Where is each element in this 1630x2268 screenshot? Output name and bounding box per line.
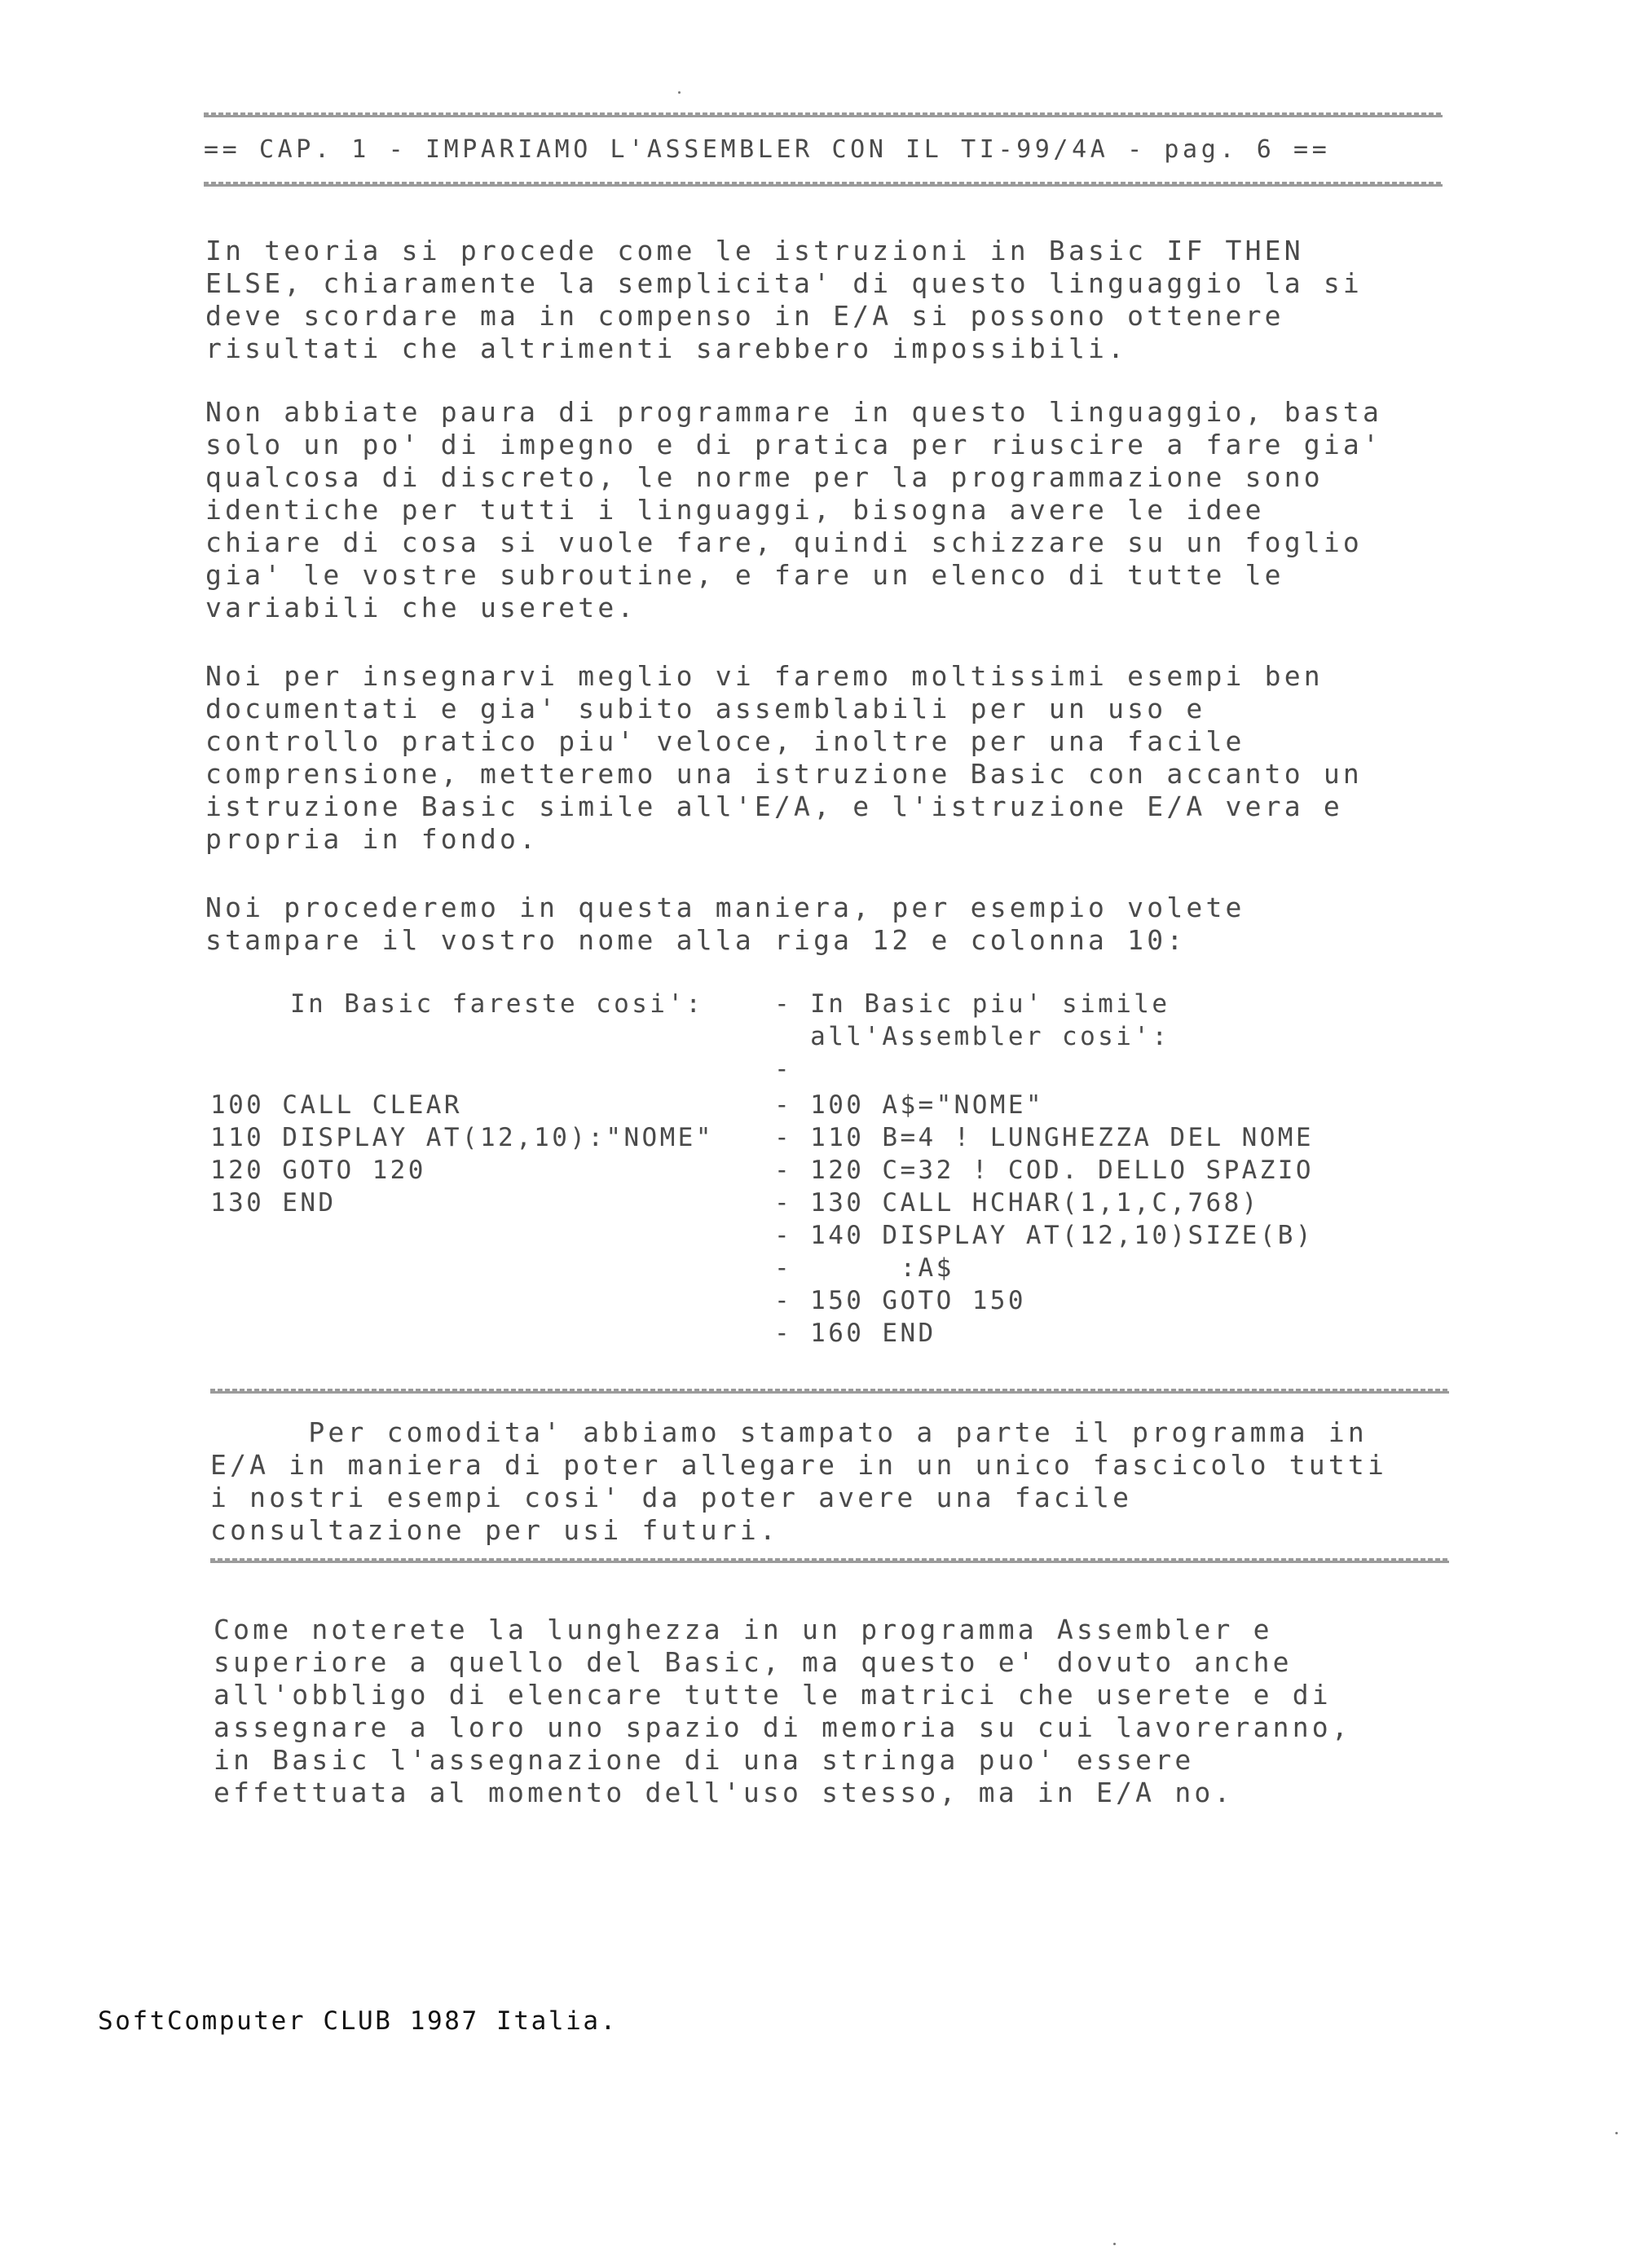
- text-line: consultazione per usi futuri.: [210, 1514, 779, 1546]
- text-line: Non abbiate paura di programmare in questo linguaggio, basta: [205, 396, 1383, 428]
- text-line: ELSE, chiaramente la semplicita' di questo linguaggio la si: [205, 267, 1363, 299]
- text-line: Come noterete la lunghezza in un programma Assembler e: [214, 1614, 1273, 1645]
- assembler-like-code-line: - 110 B=4 ! LUNGHEZZA DEL NOME: [774, 1123, 1314, 1152]
- assembler-like-code-line: - 130 CALL HCHAR(1,1,C,768): [774, 1188, 1260, 1218]
- text-line: E/A in maniera di poter allegare in un unico fascicolo tutti: [210, 1449, 1388, 1481]
- text-line: stampare il vostro nome alla riga 12 e colonna 10:: [205, 924, 1187, 956]
- note-bottom-rule: [210, 1558, 1449, 1563]
- assembler-like-code-line: - 140 DISPLAY AT(12,10)SIZE(B): [774, 1221, 1314, 1250]
- text-line: Per comodita' abbiamo stampato a parte il programma in: [210, 1416, 1368, 1448]
- basic-code-line: 100 CALL CLEAR: [210, 1090, 462, 1120]
- assembler-like-code-line: - 120 C=32 ! COD. DELLO SPAZIO: [774, 1156, 1314, 1185]
- text-line: risultati che altrimenti sarebbero impossibili.: [205, 332, 1128, 364]
- assembler-like-code-line: - :A$: [774, 1253, 954, 1283]
- basic-code-line: 120 GOTO 120: [210, 1156, 426, 1185]
- text-line: Noi procederemo in questa maniera, per esempio volete: [205, 892, 1245, 923]
- text-line: variabili che userete.: [205, 592, 637, 623]
- text-line: documentati e gia' subito assemblabili per un uso e: [205, 693, 1206, 724]
- text-line: effettuata al momento dell'uso stesso, ma in E/A no.: [214, 1777, 1234, 1808]
- text-line: propria in fondo.: [205, 823, 540, 855]
- text-line: all'obbligo di elencare tutte le matrici che userete e di: [214, 1679, 1332, 1711]
- text-line: superiore a quello del Basic, ma questo e' dovuto anche: [214, 1646, 1293, 1678]
- assembler-like-code-line: - 160 END: [774, 1319, 936, 1348]
- scan-speck: [1113, 2243, 1116, 2245]
- note-top-rule: [210, 1389, 1449, 1394]
- text-line: In teoria si procede come le istruzioni in Basic IF THEN: [205, 235, 1304, 266]
- scan-speck: [1615, 2132, 1618, 2134]
- code-right-title-line: - In Basic piu' simile: [774, 989, 1170, 1019]
- assembler-like-code-line: - 150 GOTO 150: [774, 1286, 1026, 1315]
- header-bottom-rule: [204, 182, 1443, 187]
- text-line: istruzione Basic simile all'E/A, e l'istruzione E/A vera e: [205, 790, 1343, 822]
- text-line: i nostri esempi cosi' da poter avere una facile: [210, 1482, 1133, 1513]
- assembler-like-code-line: - 100 A$="NOME": [774, 1090, 1044, 1120]
- footer-credit: SoftComputer CLUB 1987 Italia.: [98, 2006, 618, 2036]
- text-line: comprensione, metteremo una istruzione Basic con accanto un: [205, 758, 1363, 790]
- code-left-title: In Basic fareste cosi':: [290, 989, 704, 1019]
- text-line: solo un po' di impegno e di pratica per riuscire a fare gia': [205, 429, 1383, 460]
- text-line: identiche per tutti i linguaggi, bisogna avere le idee: [205, 494, 1265, 526]
- text-line: in Basic l'assegnazione di una stringa puo' essere: [214, 1744, 1195, 1776]
- basic-code-line: 110 DISPLAY AT(12,10):"NOME": [210, 1123, 714, 1152]
- text-line: Noi per insegnarvi meglio vi faremo moltissimi esempi ben: [205, 660, 1324, 692]
- header-top-rule: [204, 112, 1443, 117]
- chapter-header: == CAP. 1 - IMPARIAMO L'ASSEMBLER CON IL TI-99/4A - pag. 6 ==: [204, 135, 1331, 164]
- text-line: qualcosa di discreto, le norme per la programmazione sono: [205, 461, 1324, 493]
- text-line: deve scordare ma in compenso in E/A si possono ottenere: [205, 300, 1284, 332]
- text-line: chiare di cosa si vuole fare, quindi schizzare su un foglio: [205, 526, 1363, 558]
- code-right-title-line: all'Assembler cosi':: [774, 1022, 1170, 1051]
- scan-speck: [678, 91, 681, 94]
- code-right-title-line: -: [774, 1055, 793, 1084]
- text-line: assegnare a loro uno spazio di memoria su cui lavoreranno,: [214, 1711, 1351, 1743]
- text-line: controllo pratico piu' veloce, inoltre per una facile: [205, 725, 1245, 757]
- basic-code-line: 130 END: [210, 1188, 337, 1218]
- text-line: gia' le vostre subroutine, e fare un elenco di tutte le: [205, 559, 1284, 591]
